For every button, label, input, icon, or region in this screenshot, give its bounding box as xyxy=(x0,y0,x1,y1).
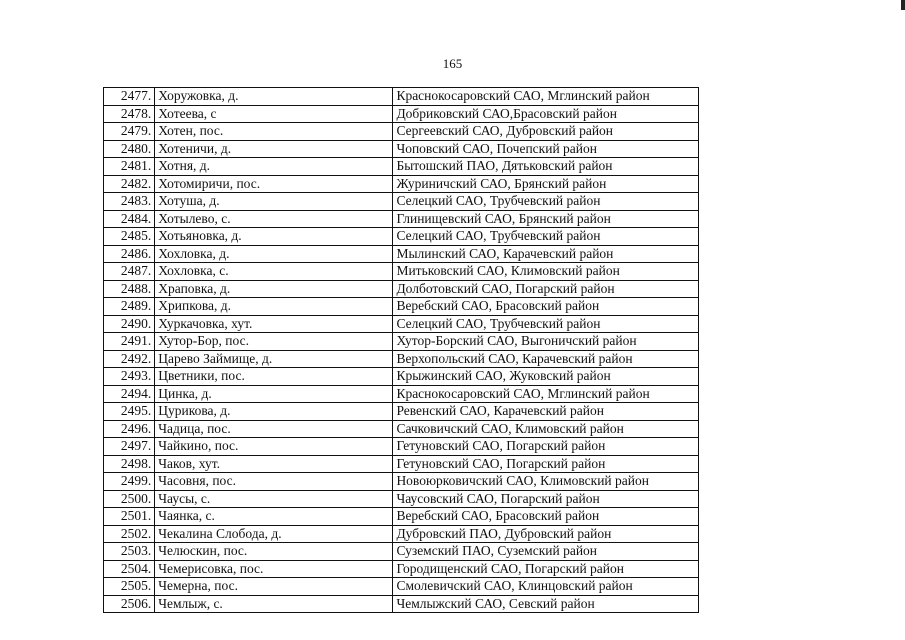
settlement-name: Чемерна, пос. xyxy=(155,578,393,596)
row-number: 2496. xyxy=(104,420,155,438)
settlement-name: Чадица, пос. xyxy=(155,420,393,438)
table-row xyxy=(104,560,699,578)
district-name: Сачковичский САО, Климовский район xyxy=(393,420,699,438)
settlement-name: Цветники, пос. xyxy=(155,368,393,386)
table-row xyxy=(104,123,699,141)
row-number: 2502. xyxy=(104,525,155,543)
settlement-name: Чаянка, с. xyxy=(155,508,393,526)
row-number: 2486. xyxy=(104,245,155,263)
table-row xyxy=(104,578,699,596)
table-row xyxy=(104,385,699,403)
table-row xyxy=(104,525,699,543)
settlement-name: Чекалина Слобода, д. xyxy=(155,525,393,543)
district-name: Дубровский ПАО, Дубровский район xyxy=(393,525,699,543)
table-row xyxy=(104,228,699,246)
table-row xyxy=(104,315,699,333)
district-name: Гетуновский САО, Погарский район xyxy=(393,455,699,473)
district-name: Новоюрковичский САО, Климовский район xyxy=(393,473,699,491)
row-number: 2493. xyxy=(104,368,155,386)
settlement-name: Хрипкова, д. xyxy=(155,298,393,316)
table-row xyxy=(104,473,699,491)
table-row xyxy=(104,368,699,386)
row-number: 2497. xyxy=(104,438,155,456)
table-row xyxy=(104,298,699,316)
district-name: Сергеевский САО, Дубровский район xyxy=(393,123,699,141)
table-body xyxy=(104,88,699,613)
settlement-name: Чемерисовка, пос. xyxy=(155,560,393,578)
row-number: 2481. xyxy=(104,158,155,176)
row-number: 2494. xyxy=(104,385,155,403)
settlement-name: Цинка, д. xyxy=(155,385,393,403)
row-number: 2482. xyxy=(104,175,155,193)
row-number: 2503. xyxy=(104,543,155,561)
settlement-name: Часовня, пос. xyxy=(155,473,393,491)
row-number: 2499. xyxy=(104,473,155,491)
settlement-name: Хохловка, с. xyxy=(155,263,393,281)
district-name: Добриковский САО,Брасовский район xyxy=(393,105,699,123)
settlement-name: Хохловка, д. xyxy=(155,245,393,263)
row-number: 2498. xyxy=(104,455,155,473)
district-name: Чоповский САО, Почепский район xyxy=(393,140,699,158)
row-number: 2487. xyxy=(104,263,155,281)
table-row xyxy=(104,508,699,526)
row-number: 2489. xyxy=(104,298,155,316)
row-number: 2480. xyxy=(104,140,155,158)
table-row xyxy=(104,210,699,228)
district-name: Чемлыжский САО, Севский район xyxy=(393,595,699,613)
row-number: 2488. xyxy=(104,280,155,298)
settlements-table xyxy=(103,87,699,613)
row-number: 2500. xyxy=(104,490,155,508)
row-number: 2483. xyxy=(104,193,155,211)
settlement-name: Хуркачовка, хут. xyxy=(155,315,393,333)
settlement-name: Хотомиричи, пос. xyxy=(155,175,393,193)
settlement-name: Хотылево, с. xyxy=(155,210,393,228)
district-name: Веребский САО, Брасовский район xyxy=(393,508,699,526)
district-name: Веребский САО, Брасовский район xyxy=(393,298,699,316)
settlement-name: Челюскин, пос. xyxy=(155,543,393,561)
settlement-name: Цурикова, д. xyxy=(155,403,393,421)
row-number: 2492. xyxy=(104,350,155,368)
row-number: 2478. xyxy=(104,105,155,123)
district-name: Краснокосаровский САО, Мглинский район xyxy=(393,88,699,106)
table-row xyxy=(104,595,699,613)
row-number: 2495. xyxy=(104,403,155,421)
district-name: Чаусовский САО, Погарский район xyxy=(393,490,699,508)
district-name: Селецкий САО, Трубчевский район xyxy=(393,193,699,211)
settlement-name: Хотуша, д. xyxy=(155,193,393,211)
settlement-name: Хоружовка, д. xyxy=(155,88,393,106)
settlement-name: Хотен, пос. xyxy=(155,123,393,141)
table-row xyxy=(104,420,699,438)
table-row xyxy=(104,280,699,298)
district-name: Краснокосаровский САО, Мглинский район xyxy=(393,385,699,403)
table-row xyxy=(104,350,699,368)
row-number: 2491. xyxy=(104,333,155,351)
district-name: Суземский ПАО, Суземский район xyxy=(393,543,699,561)
row-number: 2484. xyxy=(104,210,155,228)
settlement-name: Царево Займище, д. xyxy=(155,350,393,368)
district-name: Хутор-Борский САО, Выгоничский район xyxy=(393,333,699,351)
row-number: 2485. xyxy=(104,228,155,246)
settlement-name: Хотня, д. xyxy=(155,158,393,176)
district-name: Селецкий САО, Трубчевский район xyxy=(393,315,699,333)
row-number: 2505. xyxy=(104,578,155,596)
settlement-name: Храповка, д. xyxy=(155,280,393,298)
table-row xyxy=(104,403,699,421)
row-number: 2506. xyxy=(104,595,155,613)
table-row xyxy=(104,543,699,561)
table-row xyxy=(104,175,699,193)
settlement-name: Чаусы, с. xyxy=(155,490,393,508)
table-row xyxy=(104,88,699,106)
table-row xyxy=(104,438,699,456)
settlement-name: Хотьяновка, д. xyxy=(155,228,393,246)
table-row xyxy=(104,105,699,123)
row-number: 2477. xyxy=(104,88,155,106)
page-number: 165 xyxy=(442,56,463,71)
settlement-name: Хотеничи, д. xyxy=(155,140,393,158)
table-row xyxy=(104,263,699,281)
settlement-name: Чайкино, пос. xyxy=(155,438,393,456)
district-name: Городищенский САО, Погарский район xyxy=(393,560,699,578)
district-name: Долботовский САО, Погарский район xyxy=(393,280,699,298)
district-name: Смолевичский САО, Клинцовский район xyxy=(393,578,699,596)
settlement-name: Чаков, хут. xyxy=(155,455,393,473)
scan-edge-mark xyxy=(901,0,905,10)
district-name: Мылинский САО, Карачевский район xyxy=(393,245,699,263)
row-number: 2501. xyxy=(104,508,155,526)
district-name: Селецкий САО, Трубчевский район xyxy=(393,228,699,246)
settlement-name: Хотеева, с xyxy=(155,105,393,123)
district-name: Гетуновский САО, Погарский район xyxy=(393,438,699,456)
district-name: Бытошский ПАО, Дятьковский район xyxy=(393,158,699,176)
table-row xyxy=(104,455,699,473)
table-row xyxy=(104,490,699,508)
table-row xyxy=(104,158,699,176)
row-number: 2490. xyxy=(104,315,155,333)
district-name: Глинищевский САО, Брянский район xyxy=(393,210,699,228)
district-name: Журиничский САО, Брянский район xyxy=(393,175,699,193)
district-name: Ревенский САО, Карачевский район xyxy=(393,403,699,421)
table-row xyxy=(104,333,699,351)
row-number: 2504. xyxy=(104,560,155,578)
table-row xyxy=(104,193,699,211)
table-row xyxy=(104,245,699,263)
row-number: 2479. xyxy=(104,123,155,141)
table-row xyxy=(104,140,699,158)
district-name: Крыжинский САО, Жуковский район xyxy=(393,368,699,386)
district-name: Митьковский САО, Климовский район xyxy=(393,263,699,281)
district-name: Верхопольский САО, Карачевский район xyxy=(393,350,699,368)
settlement-name: Чемлыж, с. xyxy=(155,595,393,613)
settlement-name: Хутор-Бор, пос. xyxy=(155,333,393,351)
